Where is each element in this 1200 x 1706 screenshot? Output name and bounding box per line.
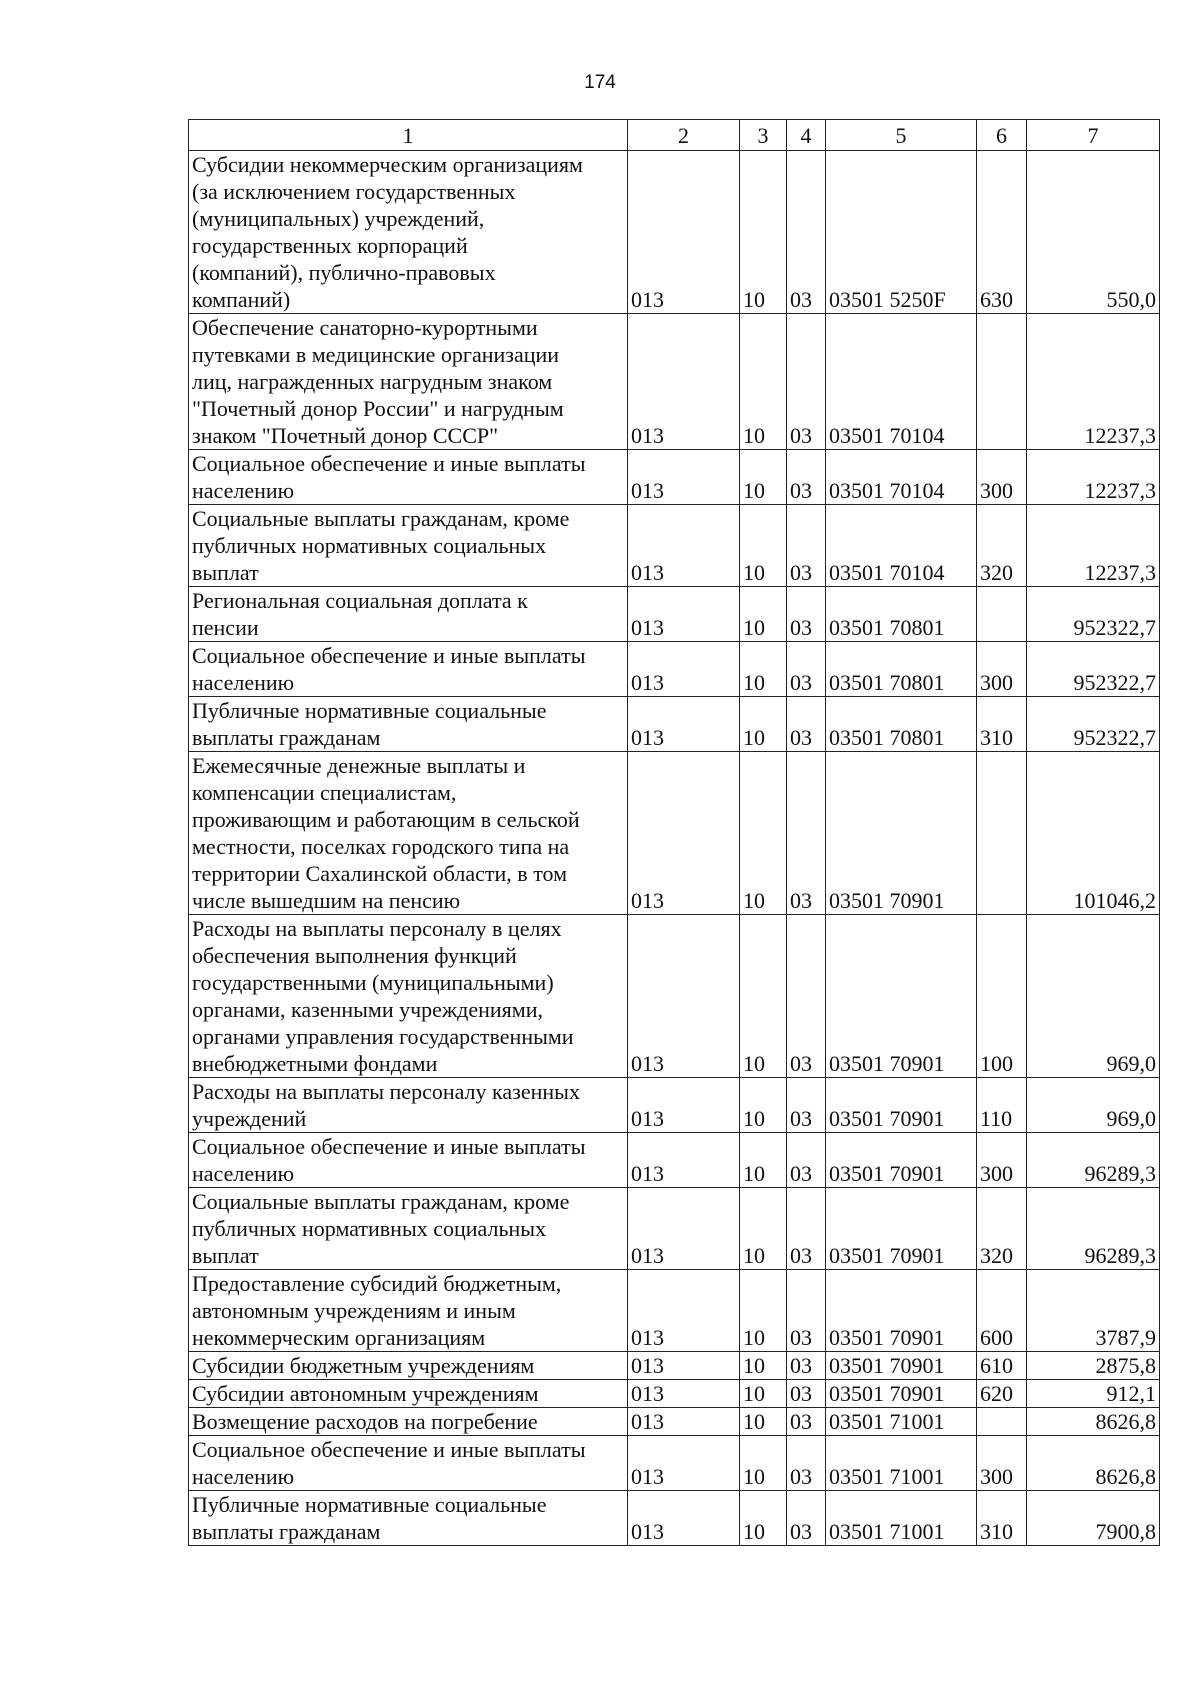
row-name-line: населению [192,670,295,695]
chapter-code-cell: 10 [740,1188,787,1270]
amount-cell: 969,0 [1027,1078,1160,1133]
table-row [189,915,1160,1078]
section-code-cell: 013 [628,1078,740,1133]
table-row [189,1380,1160,1408]
row-name-line: числе вышедшим на пенсию [192,888,461,913]
header-cell-6: 6 [977,120,1027,151]
section-code-cell: 013 [628,151,740,314]
subsection-code-cell: 03 [787,505,826,587]
table-row [189,1352,1160,1380]
row-name-line: Возмещение расходов на погребение [192,1409,538,1434]
target-article-cell: 03501 71001 [826,1436,977,1491]
amount-cell: 952322,7 [1027,642,1160,697]
target-article-cell: 03501 71001 [826,1491,977,1546]
amount-cell: 96289,3 [1027,1188,1160,1270]
row-name-line: органами, казенными учреждениями, [192,997,543,1022]
row-name-line: лиц, награжденных нагрудным знаком [192,369,553,394]
row-name-line: Предоставление субсидий бюджетным, [192,1271,562,1296]
chapter-code-cell: 10 [740,1380,787,1408]
target-article-cell: 03501 70104 [826,505,977,587]
row-name-line: публичных нормативных социальных [192,1216,547,1241]
row-name-cell [189,1352,628,1380]
target-article-cell: 03501 70901 [826,915,977,1078]
header-cell-1: 1 [189,120,628,151]
expense-type-cell [977,1408,1027,1436]
section-code-cell: 013 [628,1408,740,1436]
table-row [189,752,1160,915]
expense-type-cell: 310 [977,1491,1027,1546]
expense-type-cell: 310 [977,697,1027,752]
table-row [189,505,1160,587]
row-name-cell [189,697,628,752]
subsection-code-cell: 03 [787,1436,826,1491]
target-article-cell: 03501 5250F [826,151,977,314]
target-article-cell: 03501 70901 [826,1352,977,1380]
chapter-code-cell: 10 [740,1270,787,1352]
row-name-cell [189,915,628,1078]
chapter-code-cell: 10 [740,1436,787,1491]
expense-type-cell: 320 [977,505,1027,587]
amount-cell: 12237,3 [1027,505,1160,587]
row-name-cell [189,1491,628,1546]
subsection-code-cell: 03 [787,1491,826,1546]
chapter-code-cell: 10 [740,314,787,450]
expense-type-cell: 320 [977,1188,1027,1270]
expense-type-cell: 630 [977,151,1027,314]
subsection-code-cell: 03 [787,151,826,314]
row-name-line: выплат [192,1243,259,1268]
section-code-cell: 013 [628,697,740,752]
subsection-code-cell: 03 [787,314,826,450]
row-name-cell [189,642,628,697]
expense-type-cell: 300 [977,642,1027,697]
subsection-code-cell: 03 [787,642,826,697]
row-name-line: Субсидии автономным учреждениям [192,1381,539,1406]
section-code-cell: 013 [628,1491,740,1546]
subsection-code-cell: 03 [787,697,826,752]
subsection-code-cell: 03 [787,1380,826,1408]
chapter-code-cell: 10 [740,505,787,587]
row-name-line: Региональная социальная доплата к [192,588,528,613]
row-name-line: выплат [192,560,259,585]
row-name-line: публичных нормативных социальных [192,533,547,558]
chapter-code-cell: 10 [740,752,787,915]
header-cell-7: 7 [1027,120,1160,151]
chapter-code-cell: 10 [740,587,787,642]
chapter-code-cell: 10 [740,642,787,697]
row-name-line: Социальные выплаты гражданам, кроме [192,506,570,531]
section-code-cell: 013 [628,505,740,587]
amount-cell: 7900,8 [1027,1491,1160,1546]
expense-type-cell [977,752,1027,915]
expense-type-cell: 610 [977,1352,1027,1380]
row-name-line: (за исключением государственных [192,179,516,204]
row-name-line: (муниципальных) учреждений, [192,206,485,231]
row-name-line: компенсации специалистам, [192,780,457,805]
section-code-cell: 013 [628,1270,740,1352]
target-article-cell: 03501 70901 [826,752,977,915]
row-name-line: Субсидии некоммерческим организациям [192,152,583,177]
row-name-line: Социальное обеспечение и иные выплаты [192,643,586,668]
table-row [189,1270,1160,1352]
row-name-line: государственных корпораций [192,233,468,258]
row-name-cell [189,505,628,587]
expense-type-cell: 300 [977,450,1027,505]
amount-cell: 550,0 [1027,151,1160,314]
budget-table [188,119,1160,1546]
chapter-code-cell: 10 [740,1491,787,1546]
expense-type-cell [977,314,1027,450]
target-article-cell: 03501 70801 [826,587,977,642]
table-row [189,1436,1160,1491]
section-code-cell: 013 [628,1133,740,1188]
subsection-code-cell: 03 [787,587,826,642]
row-name-line: учреждений [192,1106,307,1131]
row-name-cell [189,1133,628,1188]
table-row [189,1188,1160,1270]
section-code-cell: 013 [628,314,740,450]
expense-type-cell: 300 [977,1133,1027,1188]
row-name-line: "Почетный донор России" и нагрудным [192,396,564,421]
subsection-code-cell: 03 [787,752,826,915]
row-name-line: местности, поселках городского типа на [192,834,570,859]
amount-cell: 952322,7 [1027,697,1160,752]
target-article-cell: 03501 70901 [826,1380,977,1408]
section-code-cell: 013 [628,1188,740,1270]
amount-cell: 3787,9 [1027,1270,1160,1352]
subsection-code-cell: 03 [787,1408,826,1436]
target-article-cell: 03501 70104 [826,314,977,450]
amount-cell: 101046,2 [1027,752,1160,915]
table-row [189,697,1160,752]
row-name-cell [189,752,628,915]
target-article-cell: 03501 70901 [826,1270,977,1352]
expense-type-cell: 600 [977,1270,1027,1352]
expense-type-cell: 300 [977,1436,1027,1491]
chapter-code-cell: 10 [740,1408,787,1436]
subsection-code-cell: 03 [787,1352,826,1380]
row-name-line: Публичные нормативные социальные [192,698,547,723]
row-name-line: органами управления государственными [192,1024,574,1049]
row-name-line: Субсидии бюджетным учреждениям [192,1353,535,1378]
section-code-cell: 013 [628,1436,740,1491]
amount-cell: 8626,8 [1027,1408,1160,1436]
amount-cell: 8626,8 [1027,1436,1160,1491]
header-cell-3: 3 [740,120,787,151]
target-article-cell: 03501 70901 [826,1188,977,1270]
row-name-line: Социальное обеспечение и иные выплаты [192,1437,586,1462]
amount-cell: 912,1 [1027,1380,1160,1408]
row-name-line: Ежемесячные денежные выплаты и [192,753,526,778]
row-name-line: Социальное обеспечение и иные выплаты [192,1134,586,1159]
chapter-code-cell: 10 [740,1078,787,1133]
table-row [189,642,1160,697]
table-body [189,151,1160,1546]
row-name-line: обеспечения выполнения функций [192,943,517,968]
chapter-code-cell: 10 [740,697,787,752]
row-name-line: населению [192,1161,295,1186]
chapter-code-cell: 10 [740,1352,787,1380]
row-name-line: проживающим и работающим в сельской [192,807,580,832]
amount-cell: 2875,8 [1027,1352,1160,1380]
row-name-cell [189,1078,628,1133]
table-row [189,1491,1160,1546]
target-article-cell: 03501 70901 [826,1133,977,1188]
row-name-line: пенсии [192,615,259,640]
row-name-line: знаком "Почетный донор СССР" [192,423,499,448]
expense-type-cell: 100 [977,915,1027,1078]
target-article-cell: 03501 70104 [826,450,977,505]
row-name-line: внебюджетными фондами [192,1051,438,1076]
section-code-cell: 013 [628,1352,740,1380]
chapter-code-cell: 10 [740,1133,787,1188]
row-name-line: Социальные выплаты гражданам, кроме [192,1189,570,1214]
page-number: 174 [584,72,616,93]
section-code-cell: 013 [628,752,740,915]
header-cell-4: 4 [787,120,826,151]
row-name-line: Расходы на выплаты персоналу в целях [192,916,562,941]
row-name-line: Публичные нормативные социальные [192,1492,547,1517]
row-name-cell [189,314,628,450]
table-row [189,587,1160,642]
row-name-cell [189,1436,628,1491]
expense-type-cell: 110 [977,1078,1027,1133]
expense-type-cell: 620 [977,1380,1027,1408]
chapter-code-cell: 10 [740,915,787,1078]
row-name-cell [189,450,628,505]
subsection-code-cell: 03 [787,450,826,505]
row-name-cell [189,1408,628,1436]
row-name-line: Социальное обеспечение и иные выплаты [192,451,586,476]
row-name-line: компаний) [192,287,291,312]
row-name-line: государственными (муниципальными) [192,970,554,995]
row-name-line: Расходы на выплаты персоналу казенных [192,1079,580,1104]
table-row [189,1078,1160,1133]
target-article-cell: 03501 70901 [826,1078,977,1133]
section-code-cell: 013 [628,642,740,697]
row-name-cell [189,1270,628,1352]
row-name-line: Обеспечение санаторно-курортными [192,315,538,340]
table-row [189,151,1160,314]
header-row [189,120,1160,151]
row-name-line: путевками в медицинские организации [192,342,560,367]
amount-cell: 969,0 [1027,915,1160,1078]
chapter-code-cell: 10 [740,450,787,505]
section-code-cell: 013 [628,915,740,1078]
table-row [189,1408,1160,1436]
target-article-cell: 03501 70801 [826,642,977,697]
subsection-code-cell: 03 [787,1188,826,1270]
chapter-code-cell: 10 [740,151,787,314]
row-name-cell [189,1380,628,1408]
row-name-line: выплаты гражданам [192,1519,381,1544]
row-name-cell [189,151,628,314]
row-name-line: выплаты гражданам [192,725,381,750]
amount-cell: 96289,3 [1027,1133,1160,1188]
row-name-line: территории Сахалинской области, в том [192,861,568,886]
subsection-code-cell: 03 [787,915,826,1078]
section-code-cell: 013 [628,1380,740,1408]
amount-cell: 12237,3 [1027,314,1160,450]
amount-cell: 12237,3 [1027,450,1160,505]
row-name-line: населению [192,478,295,503]
amount-cell: 952322,7 [1027,587,1160,642]
subsection-code-cell: 03 [787,1270,826,1352]
expense-type-cell [977,587,1027,642]
target-article-cell: 03501 70801 [826,697,977,752]
section-code-cell: 013 [628,450,740,505]
subsection-code-cell: 03 [787,1133,826,1188]
row-name-cell [189,587,628,642]
table-row [189,314,1160,450]
section-code-cell: 013 [628,587,740,642]
table-row [189,1133,1160,1188]
row-name-line: населению [192,1464,295,1489]
subsection-code-cell: 03 [787,1078,826,1133]
table-row [189,450,1160,505]
row-name-cell [189,1188,628,1270]
row-name-line: автономным учреждениям и иным [192,1298,516,1323]
row-name-line: (компаний), публично-правовых [192,260,496,285]
row-name-line: некоммерческим организациям [192,1325,486,1350]
header-cell-5: 5 [826,120,977,151]
header-cell-2: 2 [628,120,740,151]
target-article-cell: 03501 71001 [826,1408,977,1436]
